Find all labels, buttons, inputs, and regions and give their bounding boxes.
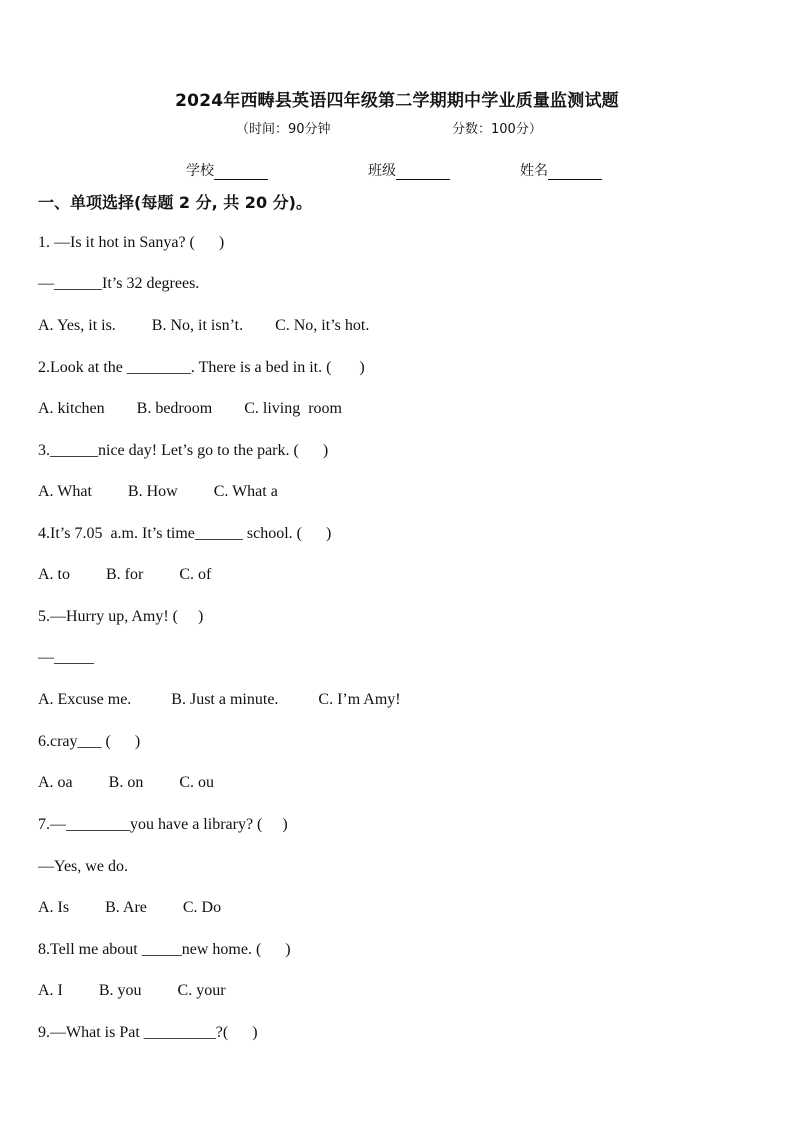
school-blank[interactable]: [214, 165, 268, 180]
q4-stem: 4.It’s 7.05 a.m. It’s time______ school. ( ): [38, 525, 332, 542]
time-info: （时间：90分钟: [236, 122, 331, 137]
q2-options: A. kitchen B. bedroom C. living room: [38, 400, 342, 417]
q6-options: A. oa B. on C. ou: [38, 774, 214, 791]
q5-answer-line: —_____: [38, 649, 94, 666]
q6-stem: 6.cray___ ( ): [38, 733, 141, 750]
q3-options: A. What B. How C. What a: [38, 483, 278, 500]
q1-answer-line: —______It’s 32 degrees.: [38, 275, 200, 292]
q8-stem: 8.Tell me about _____new home. ( ): [38, 941, 291, 958]
q5-stem: 5.—Hurry up, Amy! ( ): [38, 608, 204, 625]
class-blank[interactable]: [396, 165, 450, 180]
school-label: 学校: [186, 163, 214, 179]
score-info: 分数：100分）: [452, 122, 542, 137]
q7-options: A. Is B. Are C. Do: [38, 899, 222, 916]
q4-options: A. to B. for C. of: [38, 566, 212, 583]
class-field: [368, 160, 450, 180]
q2-stem: 2.Look at the ________. There is a bed in it. ( ): [38, 359, 365, 376]
q7-stem: 7.—________you have a library? ( ): [38, 816, 288, 833]
section-heading: 一、单项选择(每题 2 分, 共 20 分)。: [38, 193, 312, 212]
q1-options: A. Yes, it is. B. No, it isn’t. C. No, it’s hot.: [38, 317, 370, 334]
school-field: [186, 160, 268, 180]
name-label: 姓名: [520, 163, 548, 179]
q3-stem: 3.______nice day! Let’s go to the park. ( ): [38, 442, 329, 459]
name-blank[interactable]: [548, 165, 602, 180]
class-label: 班级: [368, 163, 396, 179]
q1-stem: 1. —Is it hot in Sanya? ( ): [38, 234, 225, 251]
q8-options: A. I B. you C. your: [38, 982, 226, 999]
page-title: 2024年西畴县英语四年级第二学期期中学业质量监测试题: [175, 91, 619, 111]
q5-options: A. Excuse me. B. Just a minute. C. I’m Amy!: [38, 691, 401, 708]
q7-answer-line: —Yes, we do.: [38, 858, 128, 875]
name-field: [520, 160, 602, 180]
q9-stem: 9.—What is Pat _________?( ): [38, 1024, 258, 1041]
